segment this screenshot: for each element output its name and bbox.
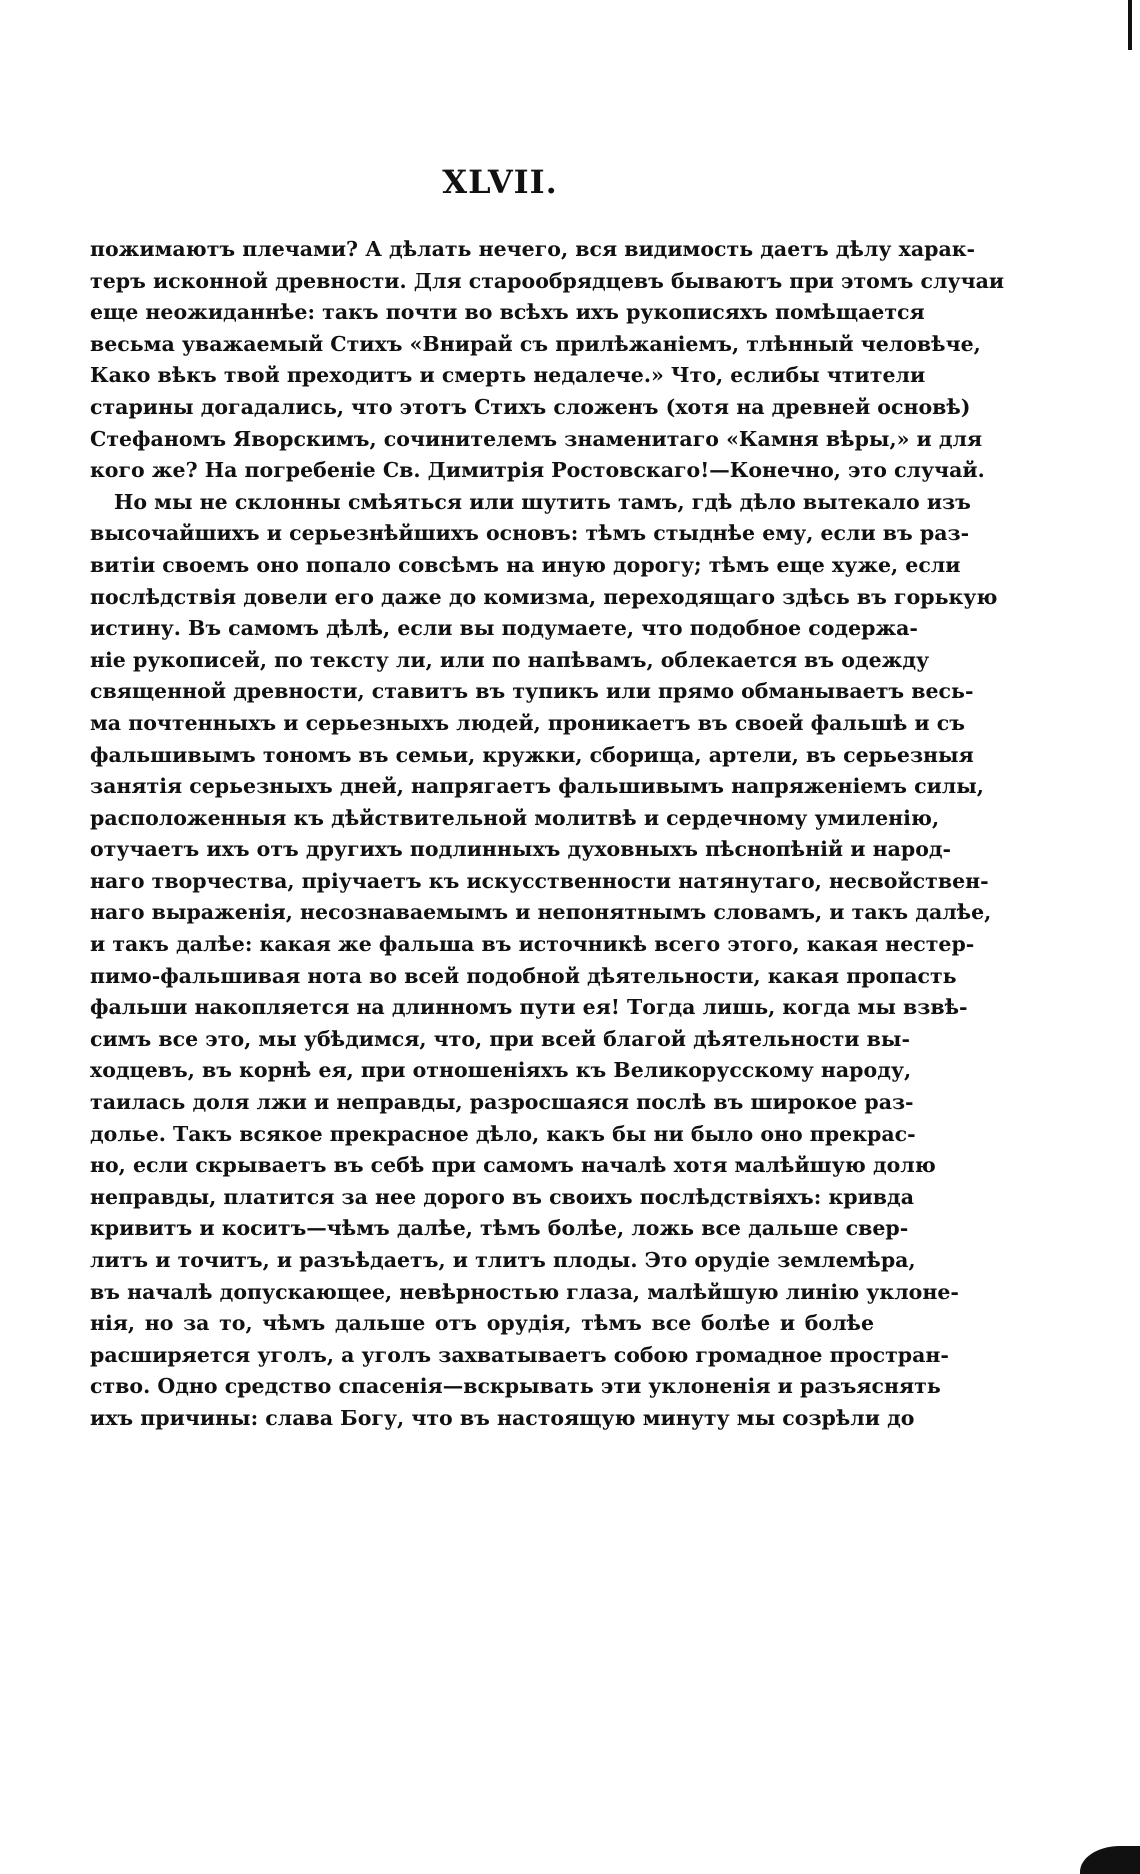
text-line: весьма уважаемый Стихъ «Внирай съ прилѣжаніемъ, тлѣнный человѣче, xyxy=(90,331,981,356)
body-text xyxy=(90,234,1005,1435)
text-line: высочайшихъ и серьезнѣйшихъ основъ: тѣмъ стыднѣе ему, если въ раз- xyxy=(90,521,970,546)
text-line: занятія серьезныхъ дней, напрягаетъ фальшивымъ напряженіемъ силы, xyxy=(90,774,984,799)
text-line: расширяется уголъ, а уголъ захватываетъ собою громадное простран- xyxy=(90,1342,949,1367)
text-line: ихъ причины: слава Богу, что въ настоящую минуту мы созрѣли до xyxy=(90,1405,915,1430)
scan-edge xyxy=(1132,0,1140,1874)
text-line: пимо-фальшивая нота во всей подобной дѣятельности, какая пропасть xyxy=(90,963,957,988)
text-line: священной древности, ставитъ въ тупикъ или прямо обманываетъ весь- xyxy=(90,679,974,704)
page-number: XLVII. xyxy=(442,163,558,201)
text-line: наго творчества, пріучаетъ къ искусственности натянутаго, несвойствен- xyxy=(90,868,989,893)
text-line: долье. Такъ всякое прекрасное дѣло, какъ бы ни было оно прекрас- xyxy=(90,1121,916,1146)
text-line: и такъ далѣе: какая же фальша въ источникѣ всего этого, какая нестер- xyxy=(90,932,975,957)
text-line: въ началѣ допускающее, невѣрностью глаза, малѣйшую линію уклоне- xyxy=(90,1279,959,1304)
text-line: кого же? На погребеніе Св. Димитрія Ростовскаго!—Конечно, это случай. xyxy=(90,458,985,483)
text-line: расположенныя къ дѣйствительной молитвѣ и сердечному умиленію, xyxy=(90,805,940,830)
text-line: еще неожиданнѣе: такъ почти во всѣхъ ихъ рукописяхъ помѣщается xyxy=(90,300,925,325)
text-line: Стефаномъ Яворскимъ, сочинителемъ знаменитаго «Камня вѣры,» и для xyxy=(90,426,983,451)
text-line: пожимаютъ плечами? А дѣлать нечего, вся видимость даетъ дѣлу харак- xyxy=(90,237,976,261)
text-line: нія, но за то, чѣмъ дальше отъ орудія, тѣмъ все болѣе и болѣе xyxy=(90,1311,874,1336)
text-line: теръ исконной древности. Для старообрядцевъ бываютъ при этомъ случаи xyxy=(90,268,1005,293)
text-line: но, если скрываетъ въ себѣ при самомъ началѣ хотя малѣйшую долю xyxy=(90,1153,936,1178)
text-line: послѣдствія довели его даже до комизма, переходящаго здѣсь въ горькую xyxy=(90,584,998,609)
text-line: фальшивымъ тономъ въ семьи, кружки, сборища, артели, въ серьезныя xyxy=(90,742,974,767)
text-line: литъ и точитъ, и разъѣдаетъ, и тлитъ плоды. Это орудіе землемѣра, xyxy=(90,1248,916,1272)
text-line: кривитъ и коситъ—чѣмъ далѣе, тѣмъ болѣе, ложь все дальше свер- xyxy=(90,1216,909,1241)
text-line: таилась доля лжи и неправды, разросшаяся послѣ въ широкое раз- xyxy=(90,1090,914,1115)
text-line: Но мы не склонны смѣяться или шутить тамъ, гдѣ дѣло вытекало изъ xyxy=(114,489,971,514)
scan-corner-shadow xyxy=(1080,1846,1140,1874)
text-line: старины догадались, что этотъ Стихъ сложенъ (хотя на древней основѣ) xyxy=(90,394,971,419)
text-line: неправды, платится за нее дорого въ своихъ послѣдствіяхъ: кривда xyxy=(90,1184,914,1209)
text-line: ніе рукописей, по тексту ли, или по напѣвамъ, облекается въ одежду xyxy=(90,647,930,672)
text-line: истину. Въ самомъ дѣлѣ, если вы подумаете, что подобное содержа- xyxy=(90,616,918,641)
text-line: ма почтенныхъ и серьезныхъ людей, проникаетъ въ своей фальшѣ и съ xyxy=(90,710,965,735)
text-line: фальши накопляется на длинномъ пути ея! Тогда лишь, когда мы взвѣ- xyxy=(90,995,968,1020)
text-line: ходцевъ, въ корнѣ ея, при отношеніяхъ къ Великорусскому народу, xyxy=(90,1058,912,1083)
text-line: отучаетъ ихъ отъ другихъ подлинныхъ духовныхъ пѣснопѣній и народ- xyxy=(90,837,952,862)
text-line: наго выраженія, несознаваемымъ и непонятнымъ словамъ, и такъ далѣе, xyxy=(90,900,992,925)
text-line: симъ все это, мы убѣдимся, что, при всей благой дѣятельности вы- xyxy=(90,1026,910,1051)
text-line: витіи своемъ оно попало совсѣмъ на иную дорогу; тѣмъ еще хуже, если xyxy=(90,552,961,577)
text-line: ство. Одно средство спасенія—вскрывать эти уклоненія и разъяснять xyxy=(90,1374,941,1399)
text-line: Како вѣкъ твой преходитъ и смерть недалече.» Что, еслибы чтители xyxy=(90,363,926,388)
